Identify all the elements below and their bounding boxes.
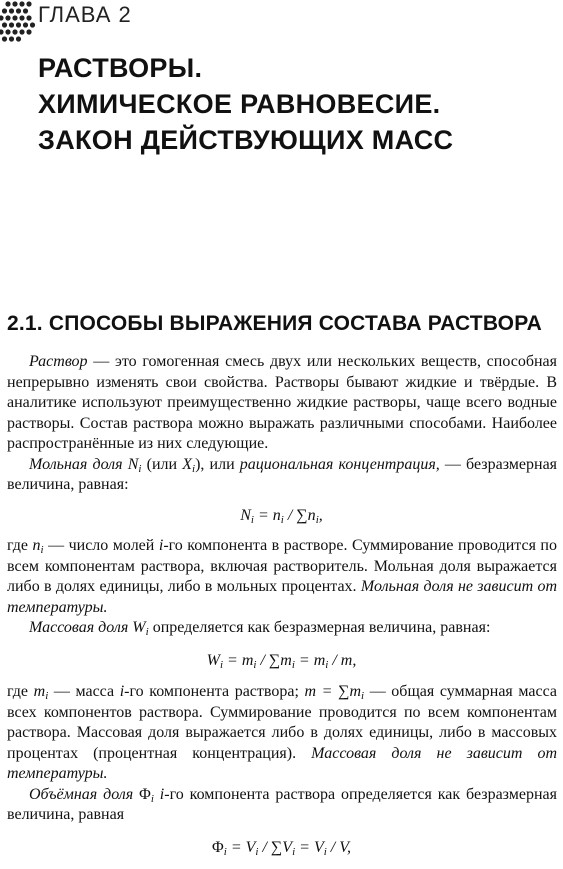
subscript: i [45,690,49,702]
subscript: i [192,462,196,475]
symbol: X [182,455,192,473]
formula-part: , [318,506,323,524]
subscript: i [325,658,329,671]
subscript: i [280,513,284,526]
formula-part: / m, [328,651,357,669]
paragraph-text: — масса [48,683,120,700]
paragraph-text: где [7,683,34,700]
paragraph-mole-fraction [7,455,557,496]
formula-part: N [240,506,251,524]
subscript: i [315,513,319,526]
paragraph-text: -го компонента раствора; [124,683,305,700]
symbol: i [158,537,164,554]
formula-part: / V, [326,838,351,856]
formula-part: / ∑m [256,651,292,669]
term-rational-concentration: рациональная концентрация, [239,455,440,473]
paragraph-text: — безразмерная величина, равная: [7,455,558,493]
term-mass-fraction: Массовая доля [29,619,129,636]
term-solution: Раствор [29,353,88,370]
subscript: i [250,513,254,526]
section-title: 2.1. СПОСОБЫ ВЫРАЖЕНИЯ СОСТАВА РАСТВОРА [7,312,542,335]
paragraph-text: ), или [195,455,240,473]
symbol: i [159,785,165,803]
term-volume-fraction: Объёмная доля [29,785,134,803]
subscript: i [150,792,154,805]
symbol: m [304,683,317,700]
chapter-label: ГЛАВА 2 [38,2,132,27]
paragraph-volume-fraction [7,785,557,826]
paragraph-text: определяется как безразмерная величина, равная: [148,619,491,636]
formula-part: Φ [212,838,224,856]
paragraph-text: — общая суммарная масса всех компонентов раствора. Суммирование проводится по всем компонентам раствора. Массовая доля выражается либо в долях единицы, либо в массовых процентах (процентная концентрация). [7,683,557,762]
formula-part: = V [226,838,256,856]
formula-part: W [206,651,220,669]
chapter-title-line-1: РАСТВОРЫ. [38,53,203,83]
paragraph-text: — это гомогенная смесь двух или нескольких веществ, способная непрерывно изменять свои свойства. Растворы бывают жидкие и твёрдые. В аналитике используют преимущественно жидкие растворы, чаще всего водные растворы. Состав раствора можно выражать различными способами. Наиболее распространённые из них следующие. [7,353,557,452]
emphasis-text: Массовая доля не зависит от температуры. [7,744,557,782]
formula-mass-fraction [0,651,563,672]
subscript: i [138,462,142,475]
symbol: m [33,683,46,700]
subscript: i [219,658,224,671]
subscript: i [40,544,44,556]
formula-mole-fraction [0,506,563,527]
subscript: i [255,845,259,858]
symbol: i [119,683,125,700]
chapter-title [38,50,453,158]
paragraph-solution-definition [7,352,557,455]
paragraph-mass-fraction [7,618,557,639]
dot-band-ornament [0,0,40,46]
paragraph-text: — число молей [43,537,159,554]
paragraph-text: где [7,537,33,554]
chapter-title-line-3: ЗАКОН ДЕЙСТВУЮЩИХ МАСС [38,125,454,155]
subscript: i [223,845,227,858]
paragraph-mole-fraction-notes [7,536,557,618]
paragraph-text: (или [141,455,183,473]
chapter-title-line-2: ХИМИЧЕСКОЕ РАВНОВЕСИЕ. [38,89,441,119]
symbol: N [127,455,139,473]
formula-part: = m [223,651,254,669]
symbol: W [132,619,146,636]
formula-part: = V [295,838,324,856]
symbol: = ∑m [316,683,362,700]
formula-part: = m [294,651,326,669]
chapter-header [0,0,563,46]
symbol: Φ [139,785,151,803]
subscript: i [292,845,296,858]
body-text [0,352,563,869]
subscript: i [145,626,149,638]
subscript: i [323,845,327,858]
formula-part: / ∑V [258,838,293,856]
subscript: i [361,690,365,702]
subscript: i [291,658,295,671]
emphasis-text: Мольная доля не зависит от температуры. [7,578,558,616]
term-mole-fraction: Мольная доля [29,455,123,473]
formula-part: / ∑n [283,506,316,524]
formula-part: = n [253,506,281,524]
symbol: n [32,537,41,554]
paragraph-text: -го компонента в растворе. Суммирование проводится по всем компонентам раствора, включая растворитель. Мольная доля выражается либо в долях единицы, либо в мольных процентах. [7,537,557,595]
subscript: i [253,658,257,671]
paragraph-text: -го компонента раствора определяется как безразмерная величина, равная [7,785,558,823]
paragraph-mass-fraction-notes [7,682,557,785]
